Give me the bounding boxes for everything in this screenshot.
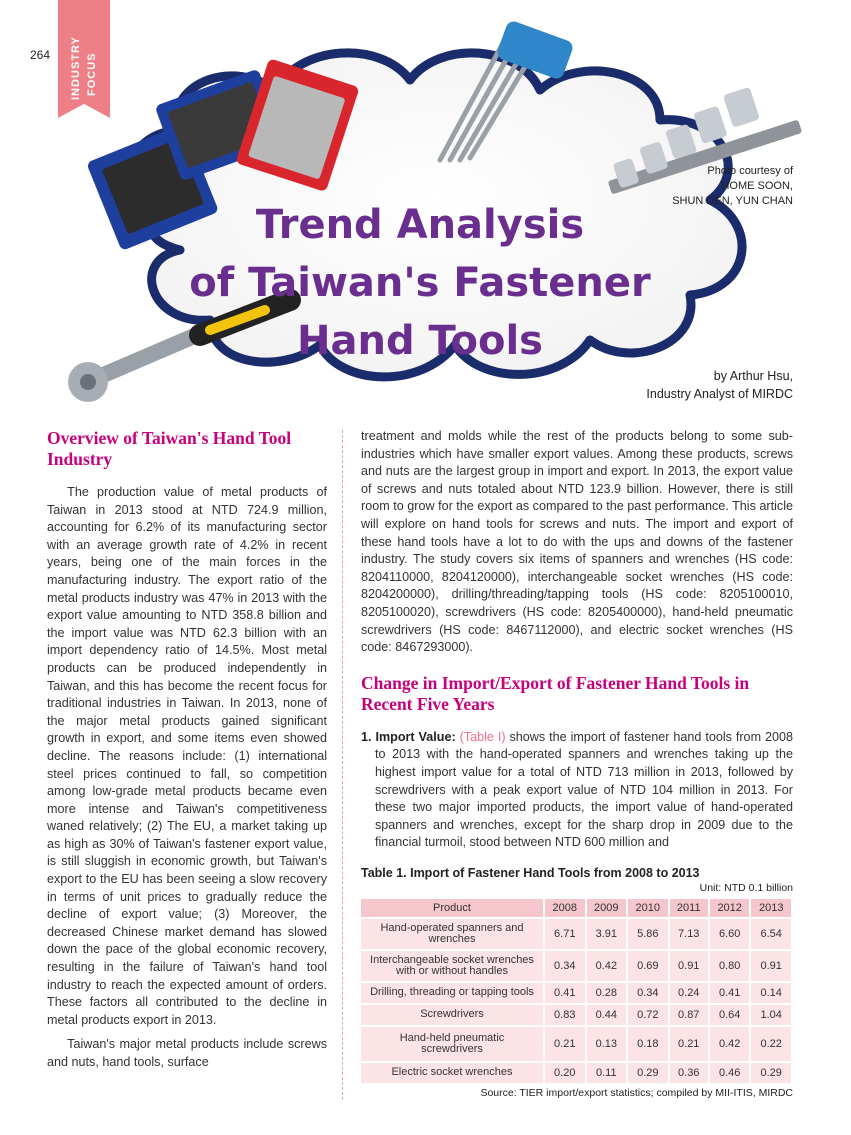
table-cell: 0.41 bbox=[545, 983, 585, 1003]
import-table bbox=[359, 897, 793, 1085]
table-cell: 0.44 bbox=[587, 1005, 627, 1025]
page-number: 264 bbox=[30, 48, 51, 62]
table-row bbox=[361, 951, 791, 981]
title-line-1: Trend Analysis bbox=[255, 202, 585, 248]
table-cell: 6.54 bbox=[751, 919, 791, 949]
header-product: Product bbox=[361, 899, 543, 917]
table-source: Source: TIER import/export statistics; compiled by MII-ITIS, MIRDC bbox=[480, 1086, 793, 1099]
table-cell-product: Electric socket wrenches bbox=[361, 1063, 543, 1083]
table-reference-link[interactable]: (Table I) bbox=[459, 729, 506, 744]
table-cell: 3.91 bbox=[587, 919, 627, 949]
photo-credit-line-3: SHUN DEN, YUN CHAN bbox=[672, 195, 793, 207]
byline-role: Industry Analyst of MIRDC bbox=[646, 387, 793, 401]
header-2012: 2012 bbox=[710, 899, 750, 917]
table-unit: Unit: NTD 0.1 billion bbox=[699, 881, 793, 894]
import-value-paragraph bbox=[361, 729, 793, 852]
table-cell: 7.13 bbox=[670, 919, 708, 949]
header-2013: 2013 bbox=[751, 899, 791, 917]
table-row bbox=[361, 1027, 791, 1061]
table-cell: 0.91 bbox=[670, 951, 708, 981]
intro-continued-paragraph: treatment and molds while the rest of the products belong to some sub-industries which have smaller export values. Among these products, screws and nuts are the largest group in import and export. In 2013, the export value of screws and nuts totaled about NTD 123.9 billion. However, there is still room to grow for the export as compared to the past performance. This article will explore on hand tools for screws and nuts. The import and export of these hand tools have a lot to do with the ups and downs of the fastener industry. The study covers six items of spanners and wrenches (HS code: 8204110000, 8204120000), interchangeable socket wrenches (HS code: 8204200000), drilling/threading/tapping tools (HS code: 8205100010, 8205100020), screwdrivers (HS code: 8205400000), hand-held pneumatic screwdrivers (HS code: 8467112000), and electric socket wrenches (HS code: 8467293000). bbox=[361, 429, 793, 655]
table-row bbox=[361, 983, 791, 1003]
overview-heading: Overview of Taiwan's Hand Tool Industry bbox=[47, 428, 292, 469]
left-column bbox=[47, 428, 327, 1072]
byline-author: by Arthur Hsu, bbox=[713, 369, 793, 383]
table-row bbox=[361, 919, 791, 949]
table-cell: 0.29 bbox=[628, 1063, 668, 1083]
table-cell: 0.21 bbox=[545, 1027, 585, 1061]
table-row bbox=[361, 1063, 791, 1083]
change-heading: Change in Import/Export of Fastener Hand Tools in Recent Five Years bbox=[361, 672, 750, 714]
table-cell: 0.36 bbox=[670, 1063, 708, 1083]
table-cell: 0.29 bbox=[751, 1063, 791, 1083]
table-cell-product: Interchangeable socket wrenches with or without handles bbox=[361, 951, 543, 981]
title-line-2: of Taiwan's Fastener bbox=[189, 260, 651, 306]
table-cell: 0.18 bbox=[628, 1027, 668, 1061]
table-cell: 0.13 bbox=[587, 1027, 627, 1061]
photo-credit-line-2: HOME SOON, bbox=[721, 180, 793, 192]
table-cell: 0.83 bbox=[545, 1005, 585, 1025]
table-cell: 0.20 bbox=[545, 1063, 585, 1083]
table-cell: 0.91 bbox=[751, 951, 791, 981]
header-2010: 2010 bbox=[628, 899, 668, 917]
import-value-text: shows the import of fastener hand tools from 2008 to 2013 with the hand-operated spanners and wrenches taking up the highest import value for a total of NTD 713 million in 2013, followed by screwdrivers with a peak export value of NTD 104 million in 2013. For these two major imported products, the import value of hand-operated spanners and wrenches, except for the sharp drop in 2009 due to the financial turmoil, stood between NTD 600 million and bbox=[375, 729, 794, 850]
photo-credit bbox=[672, 164, 793, 209]
table-cell-product: Drilling, threading or tapping tools bbox=[361, 983, 543, 1003]
table-cell: 0.24 bbox=[670, 983, 708, 1003]
overview-paragraph-2: Taiwan's major metal products include screws and nuts, hand tools, surface bbox=[47, 1037, 327, 1069]
table-row bbox=[361, 1005, 791, 1025]
table-cell: 0.11 bbox=[587, 1063, 627, 1083]
section-tag-line2: FOCUS bbox=[86, 52, 98, 96]
table-cell: 0.28 bbox=[587, 983, 627, 1003]
table-header-row bbox=[361, 899, 791, 917]
byline bbox=[646, 367, 793, 403]
header-2009: 2009 bbox=[587, 899, 627, 917]
table-cell: 5.86 bbox=[628, 919, 668, 949]
table-cell: 0.42 bbox=[710, 1027, 750, 1061]
table-cell-product: Screwdrivers bbox=[361, 1005, 543, 1025]
table-cell: 6.71 bbox=[545, 919, 585, 949]
right-column bbox=[361, 428, 793, 1099]
table-cell: 0.22 bbox=[751, 1027, 791, 1061]
import-value-label: 1. Import Value: bbox=[361, 729, 456, 744]
table-cell-product: Hand-operated spanners and wrenches bbox=[361, 919, 543, 949]
table-cell: 1.04 bbox=[751, 1005, 791, 1025]
table-cell: 0.42 bbox=[587, 951, 627, 981]
column-divider bbox=[342, 430, 343, 1100]
table-cell: 0.41 bbox=[710, 983, 750, 1003]
table-cell-product: Hand-held pneumatic screwdrivers bbox=[361, 1027, 543, 1061]
table-cell: 0.87 bbox=[670, 1005, 708, 1025]
overview-paragraph-1: The production value of metal products of Taiwan in 2013 stood at NTD 724.9 million, accounting for 6.2% of its manufacturing sector with an average growth rate of 4.2% in recent years, being one of the main forces in the manufacturing industry. The export ratio of the metal products industry was 47% in 2013 with the export value amounting to NTD 358.8 billion and the import value was NTD 62.3 billion with an import dependency ratio of 14.5%. Most metal products can be produced independently in Taiwan, and this has become the recent focus for traditional industries in Taiwan. In 2013, none of the major metal products gained significant growth in export, and some items even showed decline. The reasons include: (1) international steel prices continued to fall, so competition among low-grade metal products became even more intense and Taiwan's competitiveness waned relatively; (2) The EU, a market taking up as high as 30% of Taiwan's fastener export value, is still sluggish in economic growth, but Taiwan's export to the EU has been seeing a slow recovery in terms of unit prices to gradually reduce the decline of export value; (3) Moreover, the decreased Chinese market demand has slowed down the pace of the global economic recovery, resulting in the failure of Taiwan's hand tool industry to reach the expected amount of orders. These factors all contributed to the decline in metal products export in 2013. bbox=[47, 485, 327, 1027]
table-cell: 0.72 bbox=[628, 1005, 668, 1025]
table-cell: 0.46 bbox=[710, 1063, 750, 1083]
photo-credit-line-1: Photo courtesy of bbox=[707, 165, 793, 177]
table-cell: 0.80 bbox=[710, 951, 750, 981]
table-cell: 0.69 bbox=[628, 951, 668, 981]
article-title bbox=[120, 196, 720, 370]
import-table-block bbox=[361, 866, 793, 1099]
header-2011: 2011 bbox=[670, 899, 708, 917]
table-cell: 0.34 bbox=[545, 951, 585, 981]
section-tag-line1: INDUSTRY bbox=[70, 36, 82, 100]
table-cell: 0.14 bbox=[751, 983, 791, 1003]
table-cell: 0.34 bbox=[628, 983, 668, 1003]
table-cell: 6.60 bbox=[710, 919, 750, 949]
title-line-3: Hand Tools bbox=[297, 318, 543, 364]
table-cell: 0.21 bbox=[670, 1027, 708, 1061]
table-title: Table 1. Import of Fastener Hand Tools from 2008 to 2013 bbox=[361, 865, 700, 880]
table-cell: 0.64 bbox=[710, 1005, 750, 1025]
header-2008: 2008 bbox=[545, 899, 585, 917]
